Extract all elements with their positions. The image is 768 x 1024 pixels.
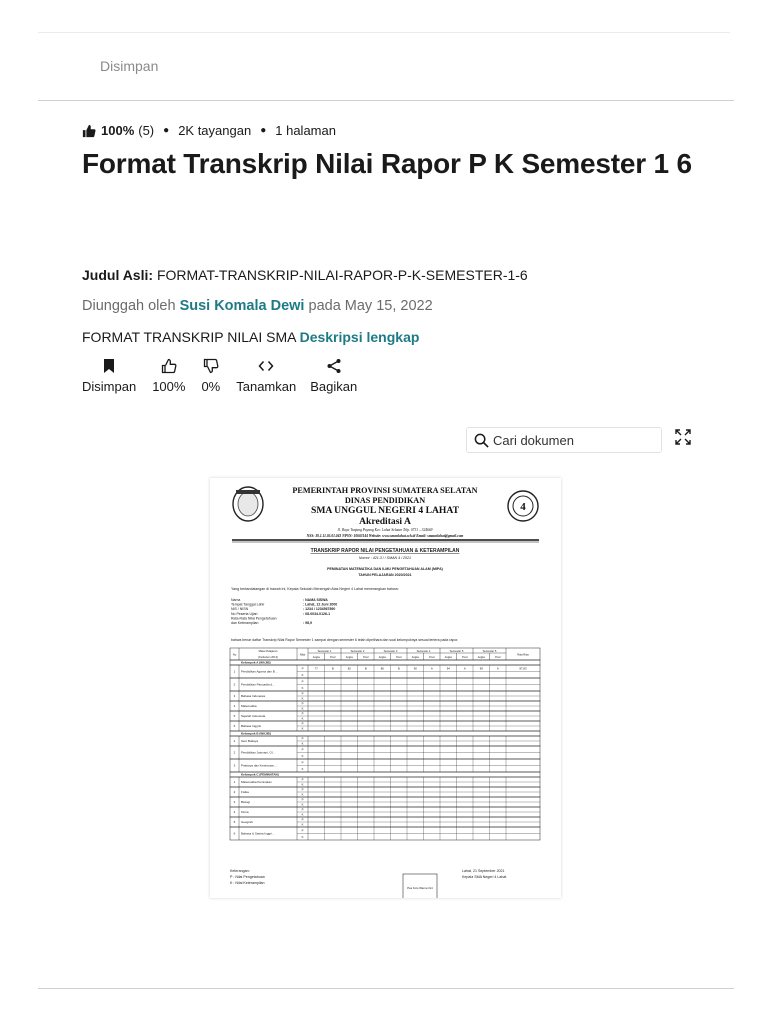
uploaded-date: pada May 15, 2022 — [308, 298, 433, 314]
share-label: Bagikan — [310, 379, 358, 394]
header-pred: Pred — [429, 655, 435, 659]
address-line: Jl. Raya Tanjung Payang Kec. Lahat Selatan Telp. 0731 – 324669 — [337, 528, 433, 532]
score-cell: 99 — [479, 666, 483, 671]
row-p: P — [301, 736, 304, 741]
group-name: Kelompok A (WAJIB) — [241, 660, 271, 665]
row-subject: Kimia — [241, 810, 249, 815]
student-fields — [231, 598, 337, 625]
row-p: P — [301, 760, 304, 765]
field-label: NIS / NISN — [231, 607, 249, 612]
header-line-2: DINAS PENDIDIKAN — [344, 496, 426, 505]
sign-date: Lahat, 21 September 2021 — [462, 869, 505, 873]
separator-dot: ● — [163, 125, 170, 136]
row-k: K — [301, 696, 304, 701]
fullscreen-icon[interactable] — [675, 429, 691, 445]
score-cell: B — [364, 666, 367, 671]
row-p: P — [301, 666, 304, 671]
row-subject: Prakarya dan Kewirausa… — [241, 763, 277, 768]
header-angka: Angka — [411, 655, 419, 659]
description — [82, 329, 419, 345]
rating-count: (5) — [138, 123, 155, 138]
field-label: Rata-Rata Nilai Pengetahuan — [231, 616, 277, 621]
field-label: dan Keterampilan — [231, 621, 259, 625]
search-input[interactable] — [493, 433, 653, 448]
document-preview[interactable] — [210, 478, 561, 898]
score-cell: 82 — [347, 666, 351, 671]
group-row — [230, 660, 540, 665]
row-number: 6 — [233, 831, 236, 836]
field-label: No Peserta Ujian — [231, 611, 258, 616]
row-subject: Sejarah Indonesia — [241, 714, 266, 719]
row-k: K — [301, 822, 304, 827]
header-angka: Angka — [444, 655, 452, 659]
row-subject: Matematika Peminatan — [241, 780, 272, 785]
header-average: Rata-Rata — [517, 653, 529, 657]
row-number: 3 — [233, 694, 236, 699]
row-number: 1 — [233, 669, 236, 674]
field-value: : 98,9 — [303, 621, 312, 625]
full-description-link[interactable]: Deskripsi lengkap — [299, 329, 420, 345]
sign-role: Kepala SMA Negeri 4 Lahat — [462, 875, 507, 879]
header-line-3: SMA UNGGUL NEGERI 4 LAHAT — [310, 505, 460, 516]
legend-title: Keterangan: — [230, 869, 250, 873]
row-subject: Matematika — [241, 704, 257, 709]
row-p: P — [301, 787, 304, 792]
nss-line: NSS: 30.1.11.05.01.043 NPSN: 10603144 Website: www.smanlahat.sch.id Email: smaunlahat@gmail.com — [306, 534, 464, 538]
share-icon — [326, 358, 342, 374]
legend-p: P : Nilai Pengetahuan — [230, 875, 265, 879]
score-cell: A — [463, 666, 466, 671]
row-k: K — [301, 741, 304, 746]
row-p: P — [301, 747, 304, 752]
uploaded-prefix: Diunggah oleh — [82, 298, 176, 314]
separator-dot: ● — [260, 125, 267, 136]
header-line-4: Akreditasi A — [359, 516, 411, 527]
description-text: FORMAT TRANSKRIP NILAI SMA — [82, 329, 296, 345]
row-number: 3 — [233, 763, 236, 768]
original-title-label: Judul Asli: — [82, 267, 154, 283]
doc-number: Nomor : 421.3 / / SMAN 4 / 2021 — [358, 556, 412, 560]
statement-line: bahwa benar daftar Transkrip Nilai Rapor Semester 1 sampai dengan semester 6 telah dipelihara dan soal kelompoknya sesuai tertera pada rapor. — [231, 638, 459, 642]
row-p: P — [301, 807, 304, 812]
row-k: K — [301, 716, 304, 721]
like-count: 100% — [152, 379, 186, 394]
share-button[interactable] — [310, 358, 357, 394]
row-p: P — [301, 817, 304, 822]
row-number: 3 — [233, 800, 236, 805]
rating-percent: 100% — [101, 123, 135, 138]
row-subject: Bahasa Indonesia — [241, 694, 266, 699]
header-semester: Semester 5 — [449, 649, 464, 653]
row-number: 1 — [233, 780, 236, 785]
row-subject: Bahasa Inggris — [241, 724, 262, 729]
header-angka: Angka — [378, 655, 386, 659]
save-label: Disimpan — [82, 379, 137, 394]
header-subject: Mata Pelajaran — [258, 649, 278, 653]
thumbs-up-icon — [161, 358, 177, 374]
row-k: K — [301, 766, 304, 771]
row-subject: Bahasa & Sastra Inggri… — [241, 831, 275, 836]
score-cell: 87,83 — [519, 666, 527, 671]
field-value: : 08-0034-0126-1 — [303, 611, 331, 616]
row-p: P — [301, 797, 304, 802]
uploader-link[interactable]: Susi Komala Dewi — [179, 298, 305, 314]
header-pred: Pred — [396, 655, 402, 659]
row-number: 5 — [233, 714, 236, 719]
row-subject: Fisika — [241, 790, 249, 795]
row-k: K — [301, 672, 304, 677]
header-pred: Pred — [495, 655, 501, 659]
header-value: Nilai — [299, 652, 306, 657]
row-subject: Biologi — [241, 800, 251, 805]
row-number: 4 — [233, 704, 236, 709]
dislike-count: 0% — [201, 379, 221, 394]
school-logo — [508, 491, 538, 521]
field-value: : NAMA SISWA — [303, 598, 328, 602]
score-cell: A — [496, 666, 499, 671]
header-angka: Angka — [312, 655, 320, 659]
row-p: P — [301, 701, 304, 706]
row-k: K — [301, 782, 304, 787]
score-cell: 86 — [380, 666, 384, 671]
field-label: Tempat Tanggal Lahir — [231, 602, 265, 607]
photo-label: Pas Foto Warna 3x4 — [407, 886, 433, 890]
doc-title: TRANSKRIP RAPOR NILAI PENGETAHUAN & KETERAMPILAN — [310, 548, 460, 554]
document-page — [210, 478, 561, 898]
row-k: K — [301, 706, 304, 711]
score-cell: A — [430, 666, 433, 671]
row-subject: Pendidikan Jasmani, Ol… — [241, 750, 276, 755]
row-k: K — [301, 753, 304, 758]
header-semester: Semester 4 — [416, 649, 431, 653]
header-curriculum: (Kurikulum 2013) — [258, 656, 278, 659]
row-p: P — [301, 721, 304, 726]
row-number: 5 — [233, 820, 236, 825]
score-cell: B — [397, 666, 400, 671]
header-semester: Semester 6 — [482, 649, 497, 653]
svg-text:4: 4 — [520, 501, 526, 513]
save-button[interactable] — [82, 358, 136, 394]
document-search[interactable] — [466, 427, 662, 453]
code-icon — [258, 358, 274, 374]
row-p: P — [301, 777, 304, 782]
thumbs-up-icon — [82, 124, 96, 138]
row-k: K — [301, 812, 304, 817]
row-number: 4 — [233, 810, 236, 815]
uploader-info — [82, 298, 433, 314]
header-angka: Angka — [477, 655, 485, 659]
group-name: Kelompok C (PEMINATAN) — [241, 772, 279, 777]
year-line: TAHUN PELAJARAN 2020/2021 — [358, 573, 412, 577]
field-value: : 1234 / 1234567890 — [303, 607, 336, 612]
group-row — [230, 731, 540, 736]
score-cell: 77 — [314, 666, 318, 671]
row-k: K — [301, 726, 304, 731]
view-count: 2K tayangan — [178, 123, 252, 138]
document-stats — [82, 123, 336, 138]
header-pred: Pred — [363, 655, 369, 659]
header-line-1: PEMERINTAH PROVINSI SUMATERA SELATAN — [292, 486, 478, 495]
embed-button[interactable] — [236, 358, 296, 394]
header-no: No — [232, 652, 237, 657]
original-title-value: FORMAT-TRANSKRIP-NILAI-RAPOR-P-K-SEMESTER-1-6 — [156, 267, 528, 283]
row-p: P — [301, 679, 304, 684]
bookmark-icon — [101, 358, 117, 374]
province-logo — [233, 487, 263, 521]
row-number: 2 — [233, 790, 236, 795]
header-angka: Angka — [345, 655, 353, 659]
header-semester: Semester 3 — [383, 649, 398, 653]
legend-k: K : Nilai Keterampilan — [230, 881, 265, 885]
field-value: : Lahat, 12 Juni 2000 — [303, 602, 338, 607]
embed-label: Tanamkan — [236, 379, 297, 394]
page-title: Format Transkrip Nilai Rapor P K Semester 1 6 — [82, 148, 692, 179]
row-p: P — [301, 691, 304, 696]
row-p: P — [301, 828, 304, 833]
header-semester: Semester 1 — [317, 649, 332, 653]
row-k: K — [301, 685, 304, 690]
intro-line: Yang bertandatangan di bawah ini, Kepala Sekolah Menengah Atas Negeri 4 Lahat menerangkan bahwa: — [231, 587, 399, 591]
score-cell: B — [331, 666, 334, 671]
row-k: K — [301, 802, 304, 807]
row-subject: Geografi — [241, 820, 253, 825]
header-divider — [38, 100, 734, 101]
row-p: P — [301, 711, 304, 716]
field-label: Nama — [231, 598, 241, 602]
row-subject: Pendidikan Agama dan B… — [241, 669, 278, 674]
header-pred: Pred — [462, 655, 468, 659]
header-pred: Pred — [330, 655, 336, 659]
row-subject: Pendidikan Pancasila d… — [241, 682, 276, 687]
thumbs-down-icon — [203, 358, 219, 374]
top-border — [38, 32, 730, 33]
dislike-button[interactable] — [201, 358, 220, 394]
bottom-divider — [38, 988, 734, 989]
original-title — [82, 267, 528, 283]
row-subject: Seni Budaya — [241, 739, 259, 744]
row-number: 6 — [233, 724, 236, 729]
row-k: K — [301, 792, 304, 797]
action-bar — [82, 358, 371, 394]
search-icon — [474, 433, 489, 448]
grade-table — [230, 648, 540, 840]
row-number: 2 — [233, 750, 236, 755]
group-name: Kelompok B (WAJIB) — [241, 731, 271, 736]
score-cell: 94 — [446, 666, 450, 671]
program-line: PEMINATAN MATEMATIKA DAN ILMU PENGETAHUAN ALAM (MIPA) — [327, 567, 443, 571]
page-count: 1 halaman — [275, 123, 336, 138]
row-k: K — [301, 834, 304, 839]
score-cell: 90 — [413, 666, 417, 671]
like-button[interactable] — [152, 358, 185, 394]
row-number: 1 — [233, 739, 236, 744]
saved-tab[interactable]: Disimpan — [100, 58, 159, 74]
header-semester: Semester 2 — [350, 649, 365, 653]
row-number: 2 — [233, 682, 236, 687]
